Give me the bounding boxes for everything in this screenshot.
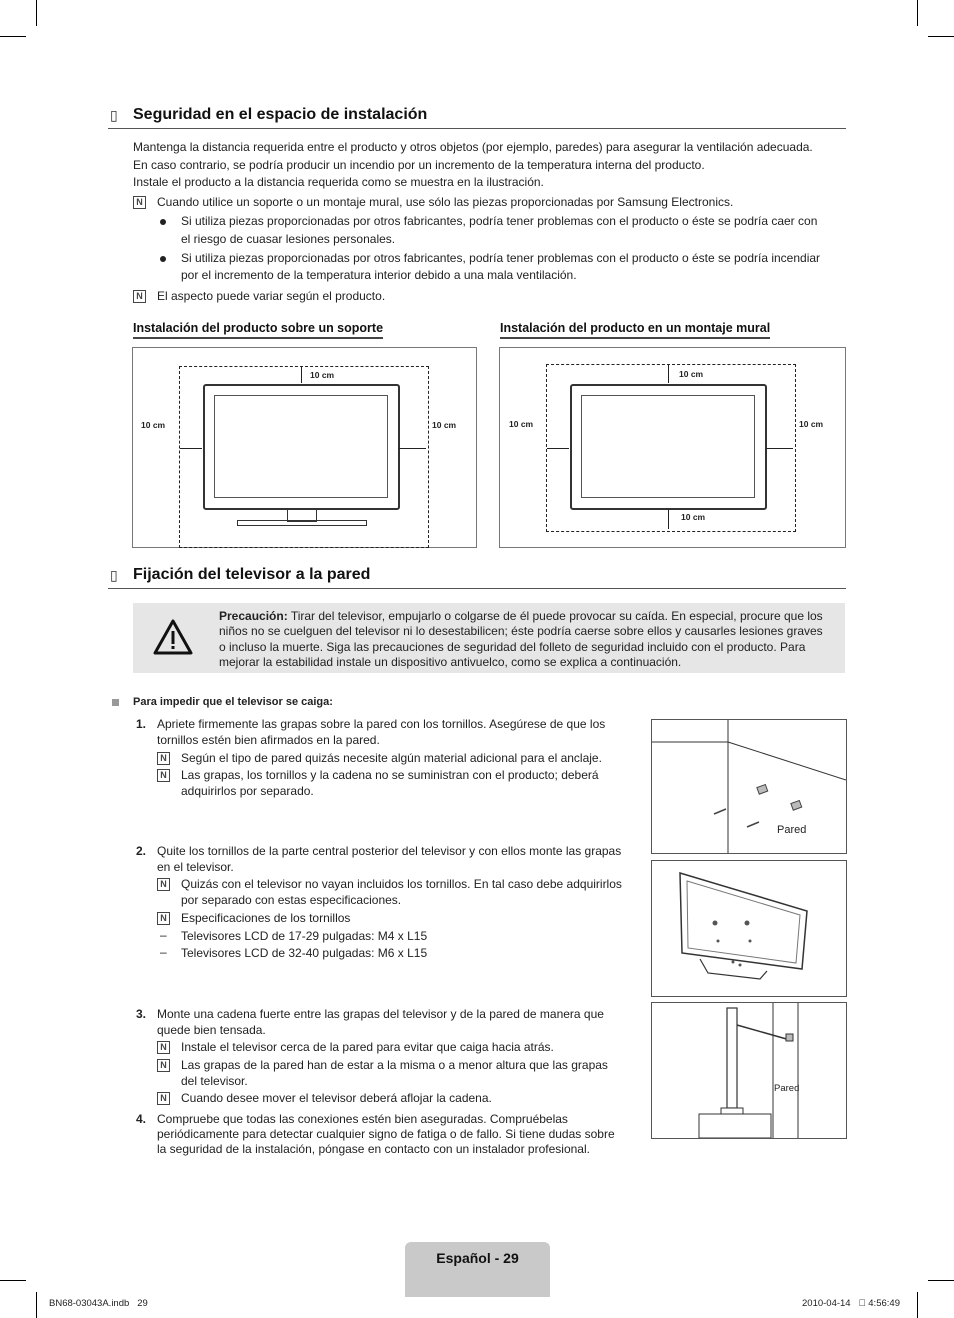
dimension-label: 10 cm <box>310 370 335 380</box>
timestamp: 2010-04-14   4:56:49 <box>802 1298 900 1309</box>
tv-illustration <box>570 384 767 510</box>
paragraph: Instale el producto a la distancia requerida como se muestra en la ilustración. <box>133 175 544 189</box>
dimension-label: 10 cm <box>432 420 457 430</box>
note-text: del televisor. <box>181 1074 248 1088</box>
caution-box <box>133 603 845 673</box>
dash-marker: – <box>160 928 167 942</box>
note-icon: N <box>157 752 170 765</box>
bullet-text: Si utiliza piezas proporcionadas por otros fabricantes, podría tener problemas con el producto o éste se podría caer con <box>181 214 818 228</box>
note-text: Las grapas de la pared han de estar a la misma o a menor altura que las grapas <box>181 1058 608 1072</box>
caution-text-line: Tirar del televisor, empujarlo o colgarse de él puede provocar su caída. En especial, procure que los <box>287 609 823 623</box>
note-icon: N <box>133 196 146 209</box>
stand-diagram <box>132 347 477 548</box>
dimension-arrow <box>547 448 569 449</box>
file-name: BN68-03043A.indb 29 <box>49 1298 148 1309</box>
dimension-label: 10 cm <box>509 419 534 429</box>
tv-back-illustration <box>651 860 847 997</box>
chain-illustration <box>651 1002 847 1139</box>
wall-corner-drawing <box>652 720 846 853</box>
caution-label: Precaución: <box>219 609 288 623</box>
step-text: la seguridad de la instalación, póngase en contacto con un instalador profesional. <box>157 1142 590 1156</box>
dimension-arrow <box>668 365 669 383</box>
tv-screen <box>581 395 755 498</box>
bullet-text: Si utiliza piezas proporcionadas por otros fabricantes, podría tener problemas con el producto o éste se podría incendiar <box>181 251 821 265</box>
step-text: quede bien tensada. <box>157 1023 266 1037</box>
dimension-arrow <box>766 448 793 449</box>
section-marker-icon: ▯ <box>110 567 118 583</box>
crop-mark <box>928 1280 954 1281</box>
step-number: 1. <box>136 717 147 731</box>
stand-heading: Instalación del producto sobre un soporte <box>133 321 383 339</box>
note-text: Cuando utilice un soporte o un montaje mural, use sólo las piezas proporcionadas por Samsung Electronics. <box>157 195 734 209</box>
page-tab <box>405 1242 550 1297</box>
dimension-arrow <box>399 448 426 449</box>
crop-mark <box>0 1280 26 1281</box>
note-icon: N <box>133 290 146 303</box>
tv-illustration <box>203 384 400 510</box>
step-text: periódicamente para detectar cualquier signo de fatiga o de fallo. Si tiene dudas sobre <box>157 1127 615 1141</box>
crop-mark <box>36 0 37 26</box>
wall-label: Pared <box>777 824 807 836</box>
subheading: Para impedir que el televisor se caiga: <box>133 696 333 708</box>
crop-mark <box>928 36 954 37</box>
dimension-label: 10 cm <box>799 419 824 429</box>
dimension-arrow <box>180 448 202 449</box>
note-text: Instale el televisor cerca de la pared para evitar que caiga hacia atrás. <box>181 1040 554 1054</box>
bullet-text: por el incremento de la temperatura interior debido a una mala ventilación. <box>181 268 577 282</box>
dimension-arrow <box>301 367 302 383</box>
note-text: Según el tipo de pared quizás necesite algún material adicional para el anclaje. <box>181 751 602 765</box>
note-icon: N <box>157 769 170 782</box>
note-text: Quizás con el televisor no vayan incluidos los tornillos. En tal caso debe adquirirlos <box>181 877 622 891</box>
dimension-label: 10 cm <box>681 512 706 522</box>
section-rule <box>108 588 846 589</box>
note-text: El aspecto puede variar según el producto. <box>157 289 386 303</box>
step-text: Quite los tornillos de la parte central posterior del televisor y con ellos monte las grapas <box>157 844 622 858</box>
note-icon: N <box>157 1041 170 1054</box>
wall-heading: Instalación del producto en un montaje mural <box>500 321 770 339</box>
wall-bracket-illustration <box>651 719 847 854</box>
dimension-label: 10 cm <box>679 369 704 379</box>
section-rule <box>108 128 846 129</box>
section-title: Fijación del televisor a la pared <box>133 566 371 583</box>
note-icon: N <box>157 912 170 925</box>
dash-marker: – <box>160 945 167 959</box>
crop-mark <box>0 36 26 37</box>
dimension-arrow <box>668 509 669 529</box>
caution-text-line: niños no se cuelguen del televisor ni lo desestabilicen; éste podría caerse sobre ellos y causarles lesiones graves <box>219 624 823 638</box>
note-text: Las grapas, los tornillos y la cadena no se suministran con el producto; deberá <box>181 768 599 782</box>
square-bullet-icon <box>112 699 119 706</box>
step-number: 3. <box>136 1007 147 1021</box>
crop-mark <box>917 0 918 26</box>
wall-diagram <box>499 347 846 548</box>
caution-text-line: o incluso la muerte. Siga las precauciones de seguridad del folleto de seguridad incluido con el producto. Para <box>219 640 806 654</box>
bullet-icon <box>160 219 166 225</box>
step-text: Compruebe que todas las conexiones estén bien aseguradas. Compruébelas <box>157 1112 568 1126</box>
spec-text: Televisores LCD de 17-29 pulgadas: M4 x L15 <box>181 929 428 943</box>
section-marker-icon: ▯ <box>110 107 118 123</box>
bullet-text: el riesgo de cuasar lesiones personales. <box>181 232 396 246</box>
spec-text: Televisores LCD de 32-40 pulgadas: M6 x L15 <box>181 946 428 960</box>
warning-icon <box>153 619 193 655</box>
note-text: Especificaciones de los tornillos <box>181 911 351 925</box>
paragraph: Mantenga la distancia requerida entre el producto y otros objetos (por ejemplo, paredes) para asegurar la ventilación adecuada. <box>133 140 813 154</box>
crop-mark <box>36 1292 37 1318</box>
note-icon: N <box>157 1059 170 1072</box>
caution-text-line: mejorar la estabilidad instale un dispositivo antivuelco, como se explica a continuación. <box>219 655 682 669</box>
section-title: Seguridad en el espacio de instalación <box>133 106 428 123</box>
step-text: tornillos estén bien afirmados en la pared. <box>157 733 380 747</box>
tv-screen <box>214 395 388 498</box>
note-text: Cuando desee mover el televisor deberá aflojar la cadena. <box>181 1091 492 1105</box>
note-text: adquirirlos por separado. <box>181 784 314 798</box>
page-number: Español - 29 <box>436 1250 519 1266</box>
wall-label: Pared <box>774 1083 800 1094</box>
tv-back-drawing <box>652 861 846 996</box>
bullet-icon <box>160 256 166 262</box>
dimension-label: 10 cm <box>141 420 166 430</box>
note-icon: N <box>157 1092 170 1105</box>
crop-mark <box>917 1292 918 1318</box>
note-icon: N <box>157 878 170 891</box>
step-text: en el televisor. <box>157 860 234 874</box>
step-text: Monte una cadena fuerte entre las grapas del televisor y de la pared de manera que <box>157 1007 604 1021</box>
tv-side-drawing <box>652 1003 846 1138</box>
note-text: por separado con estas especificaciones. <box>181 893 402 907</box>
paragraph: En caso contrario, se podría producir un incendio por un incremento de la temperatura interna del producto. <box>133 158 705 172</box>
step-number: 4. <box>136 1112 147 1126</box>
step-number: 2. <box>136 844 147 858</box>
tv-stand-base <box>237 520 367 526</box>
step-text: Apriete firmemente las grapas sobre la pared con los tornillos. Asegúrese de que los <box>157 717 606 731</box>
